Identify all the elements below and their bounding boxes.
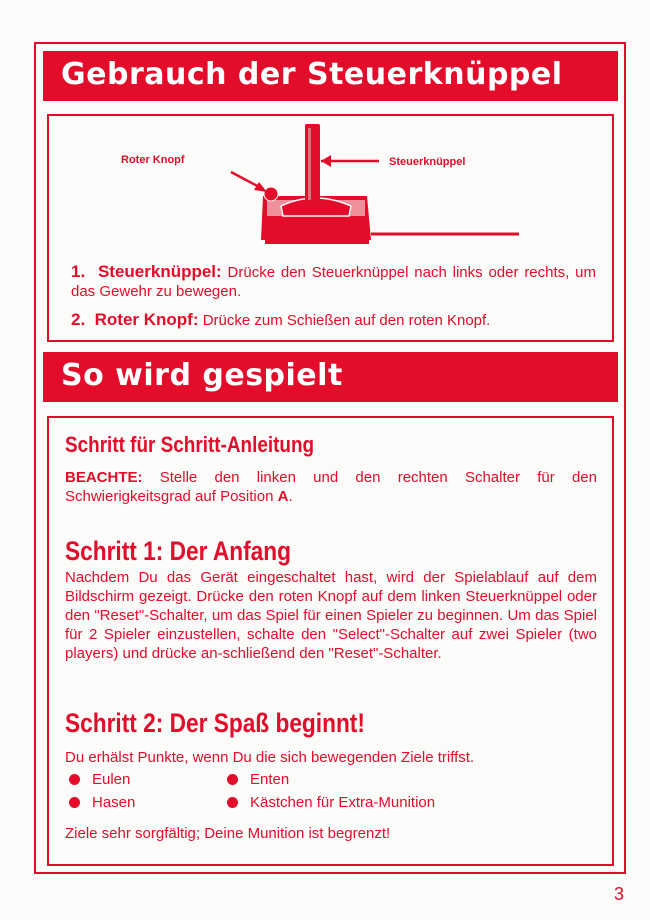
step2-heading: Schritt 2: Der Spaß beginnt! [65,708,365,738]
page-number: 3 [614,884,625,904]
label-red-button: Roter Knopf [121,154,185,166]
joystick-box [47,114,614,342]
bullet-icon [69,774,80,785]
item-text: Drücke zum Schießen auf den roten Knopf. [202,312,491,329]
bullet-row [65,771,585,791]
target-label: Enten [250,771,290,788]
list-item [69,771,130,788]
section-banner-gameplay: So wird gespielt [43,352,618,402]
step2-outro: Ziele sehr sorgfältig; Deine Munition ist begrenzt! [65,825,391,842]
list-item [69,794,135,811]
list-item [227,771,289,788]
target-label: Kästchen für Extra-Munition [250,794,436,811]
label-joystick: Steuerknüppel [389,156,466,168]
step1-text: Nachdem Du das Gerät eingeschaltet hast, wird der Spielablauf auf dem Bildschirm gezeigt. Drücke den roten Knopf auf dem linken Steuerknüppel oder den "Reset"-Schalter, um das Spiel für einen Spieler zu beginnen. Um das Spiel für 2 Spieler einzustellen, schalte den "Select"-Schalter auf zwei Spieler (two players) und drücke an-schließend den "Reset"-Schalter. [65,569,597,662]
bullet-icon [227,774,238,785]
note-label: BEACHTE: [65,469,143,486]
step2-intro: Du erhälst Punkte, wenn Du die sich bewegenden Ziele triffst. [65,749,475,766]
bullet-icon [69,797,80,808]
note-text: Stelle den linken und den rechten Schalter für den Schwierigkeitsgrad auf Position [65,469,597,505]
item-title: Steuerknüppel: [97,262,222,281]
target-label: Eulen [92,771,131,788]
list-item [71,262,596,301]
list-item [227,794,435,811]
note-end: . [288,488,293,505]
item-text: Drücke den Steuerknüppel nach links oder rechts, um das Gewehr zu bewegen. [71,264,596,300]
joystick-stick [305,124,320,204]
item-number: 1. [71,262,86,281]
target-label: Hasen [92,794,136,811]
note-paragraph [65,468,597,506]
step1-heading: Schritt 1: Der Anfang [65,536,291,566]
item-number: 2. [71,310,86,329]
bullet-row [65,794,585,814]
bullet-icon [227,797,238,808]
red-button-icon [264,187,278,201]
gameplay-box [47,416,614,866]
guide-heading: Schritt für Schritt-Anleitung [65,432,315,457]
list-item [71,310,596,330]
item-title: Roter Knopf: [94,310,199,329]
section-banner-joystick: Gebrauch der Steuerknüppel [43,51,618,101]
note-position: A [277,488,289,505]
joystick-illustration [49,116,612,256]
